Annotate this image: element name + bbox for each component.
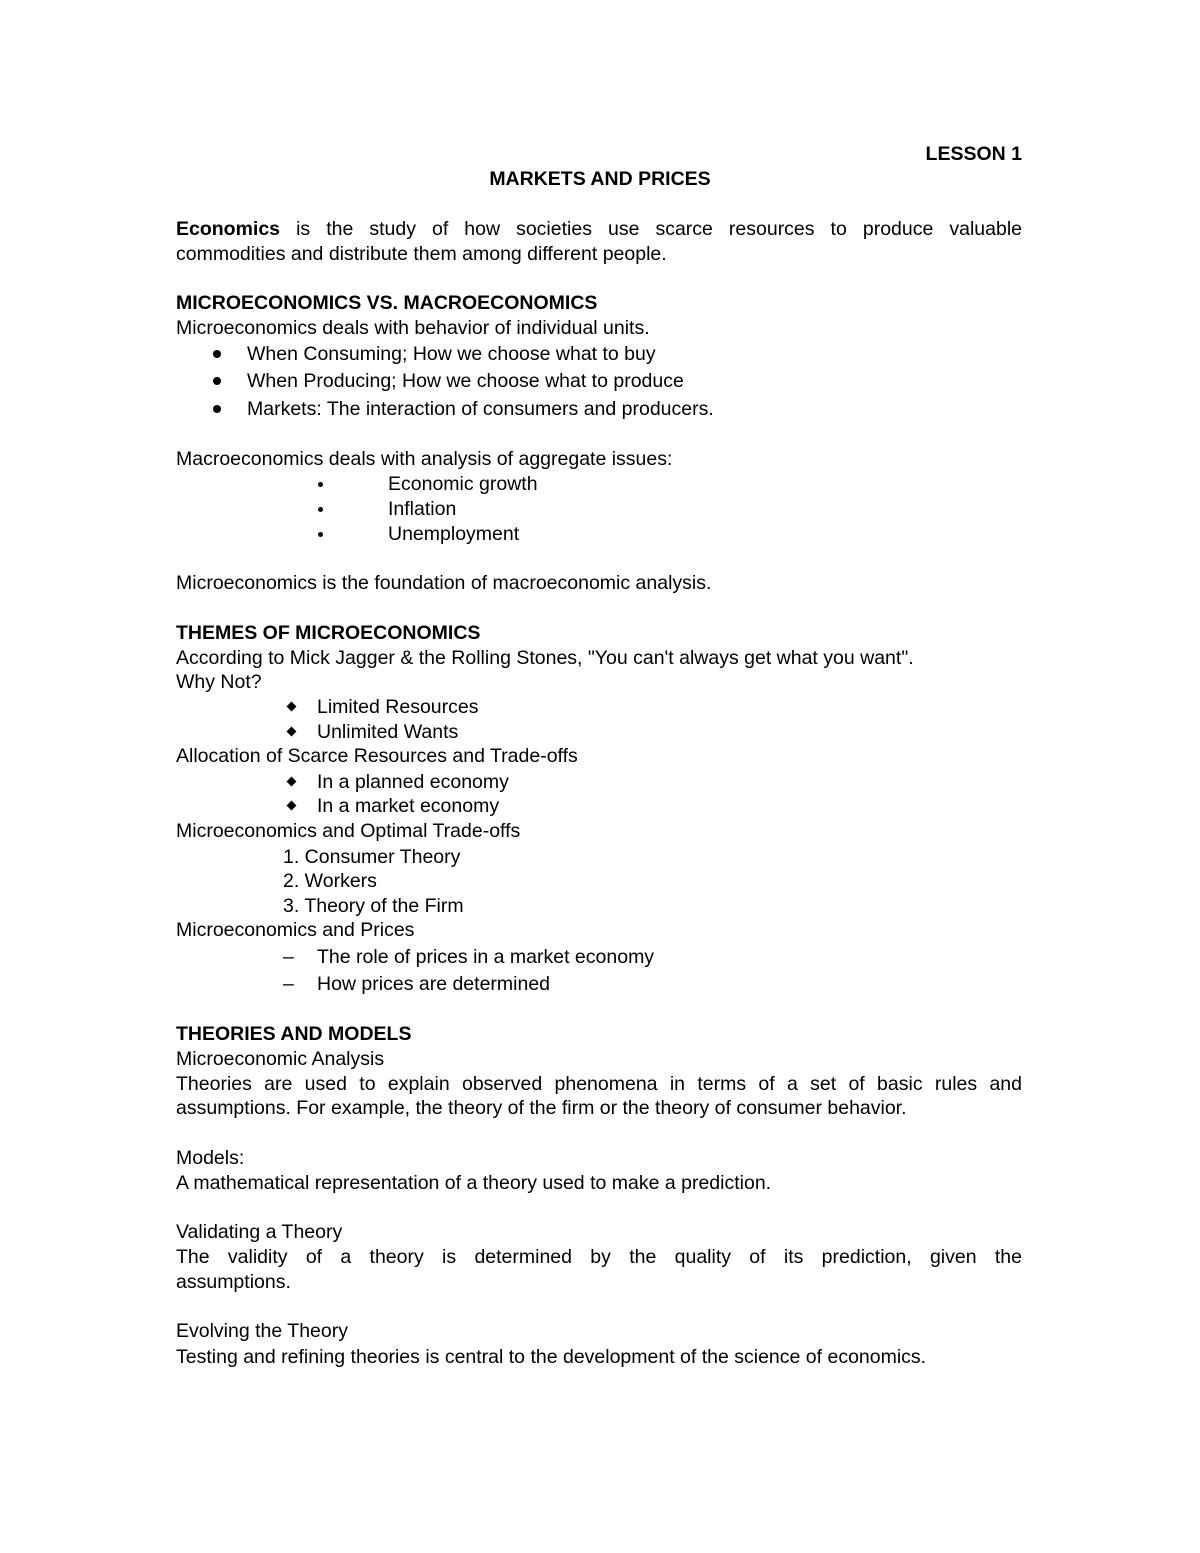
allocation-item-label: In a planned economy <box>317 771 509 793</box>
optimal-item-1: 1. Consumer Theory <box>283 846 461 868</box>
micro-item-label: Markets: The interaction of consumers and producers. <box>247 398 714 420</box>
allocation-item-label: In a market economy <box>317 795 500 817</box>
dash-bullet-icon: – <box>283 973 294 995</box>
macro-item-label: Unemployment <box>388 523 520 545</box>
foundation-text: Microeconomics is the foundation of macroeconomic analysis. <box>176 572 712 594</box>
lesson-number: LESSON 1 <box>925 143 1022 165</box>
validating-line-1: The validity of a theory is determined by the quality of its prediction, given the <box>176 1246 1022 1268</box>
why-not-text: Why Not? <box>176 671 262 693</box>
allocation-item-2 <box>317 794 499 818</box>
analysis-line-1: Theories are used to explain observed phenomena in terms of a set of basic rules and <box>176 1073 1022 1095</box>
evolving-text: Testing and refining theories is central to the development of the science of economics. <box>176 1346 927 1368</box>
analysis-line-2: assumptions. For example, the theory of the firm or the theory of consumer behavior. <box>176 1097 907 1119</box>
intro-term: Economics <box>176 218 281 240</box>
allocation-item-1 <box>317 770 509 794</box>
prices-text: Microeconomics and Prices <box>176 919 415 941</box>
macro-item-1 <box>388 472 538 496</box>
validating-label: Validating a Theory <box>176 1221 343 1243</box>
micro-item-1 <box>247 342 656 366</box>
prices-item-label: The role of prices in a market economy <box>317 946 655 968</box>
bullet-icon <box>318 482 323 487</box>
analysis-label: Microeconomic Analysis <box>176 1048 385 1070</box>
why-item-2 <box>317 720 458 744</box>
macro-item-3 <box>388 522 519 546</box>
section-heading-micro-macro: MICROECONOMICS VS. MACROECONOMICS <box>176 292 598 314</box>
optimal-text: Microeconomics and Optimal Trade-offs <box>176 820 521 842</box>
models-label: Models: <box>176 1147 245 1169</box>
macro-item-2 <box>388 497 456 521</box>
bullet-icon <box>213 377 221 385</box>
why-item-1 <box>317 695 478 719</box>
diamond-bullet-icon <box>287 702 297 712</box>
why-item-label: Unlimited Wants <box>317 721 459 743</box>
section-heading-themes: THEMES OF MICROECONOMICS <box>176 622 481 644</box>
intro-line-2: commodities and distribute them among different people. <box>176 243 667 265</box>
validating-line-2: assumptions. <box>176 1271 291 1293</box>
diamond-bullet-icon <box>287 777 297 787</box>
optimal-item-3: 3. Theory of the Firm <box>283 895 464 917</box>
macro-item-label: Inflation <box>388 498 457 520</box>
micro-item-label: When Producing; How we choose what to produce <box>247 370 684 392</box>
section-heading-theories: THEORIES AND MODELS <box>176 1023 412 1045</box>
dash-bullet-icon: – <box>283 946 294 968</box>
prices-item-1 <box>283 945 655 969</box>
models-text: A mathematical representation of a theory used to make a prediction. <box>176 1172 772 1194</box>
prices-item-2 <box>283 972 551 996</box>
micro-item-label: When Consuming; How we choose what to buy <box>247 343 656 365</box>
allocation-text: Allocation of Scarce Resources and Trade-offs <box>176 745 578 767</box>
intro-line-1 <box>176 217 1022 241</box>
bullet-icon <box>318 532 323 537</box>
intro-line-1-rest: is the study of how societies use scarce resources to produce valuable <box>280 218 1022 240</box>
optimal-item-2: 2. Workers <box>283 870 377 892</box>
evolving-label: Evolving the Theory <box>176 1320 348 1342</box>
prices-item-label: How prices are determined <box>317 973 551 995</box>
macro-item-label: Economic growth <box>388 473 538 495</box>
micro-item-3 <box>247 397 714 421</box>
macro-text: Macroeconomics deals with analysis of aggregate issues: <box>176 448 673 470</box>
quote-line: According to Mick Jagger & the Rolling Stones, "You can't always get what you want". <box>176 647 914 669</box>
why-item-label: Limited Resources <box>317 696 479 718</box>
micro-item-2 <box>247 369 684 393</box>
bullet-icon <box>213 350 221 358</box>
diamond-bullet-icon <box>287 727 297 737</box>
bullet-icon <box>318 507 323 512</box>
diamond-bullet-icon <box>287 801 297 811</box>
micro-text: Microeconomics deals with behavior of individual units. <box>176 317 650 339</box>
page-title: MARKETS AND PRICES <box>489 168 711 190</box>
bullet-icon <box>213 405 221 413</box>
